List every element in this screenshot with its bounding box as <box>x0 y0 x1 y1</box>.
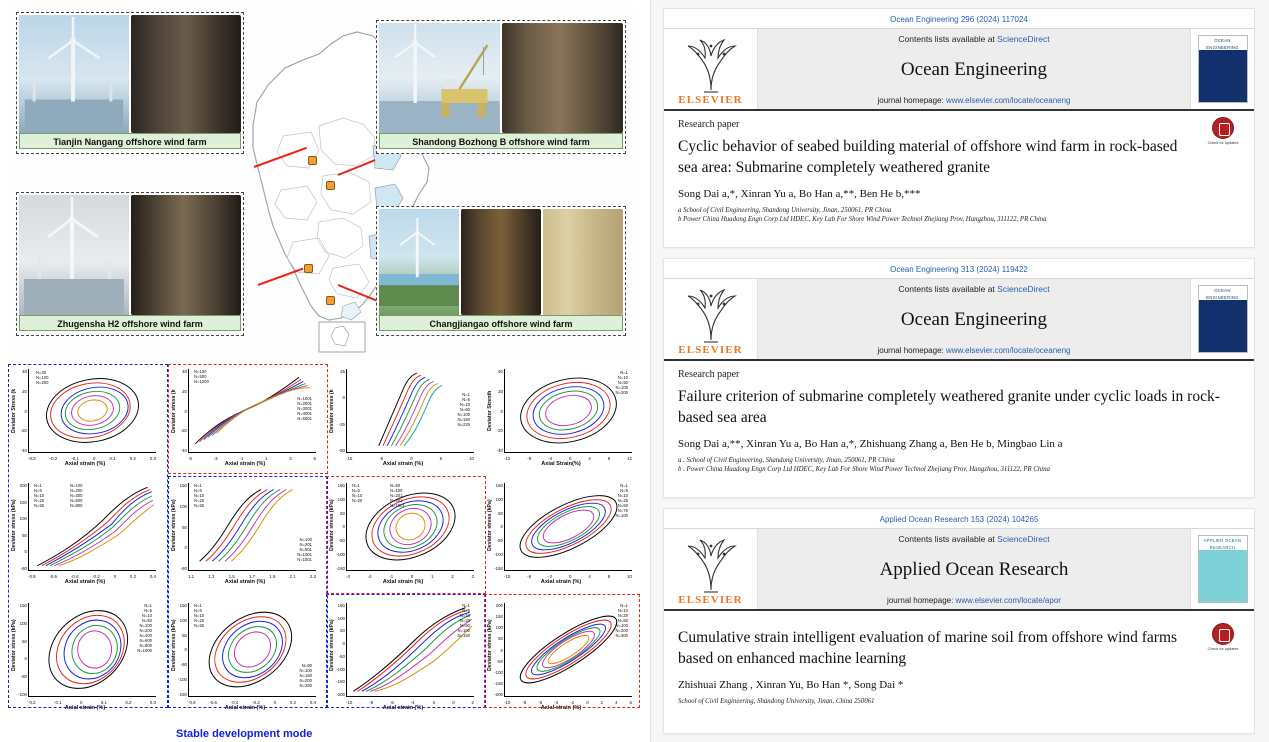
homepage-line <box>877 96 1070 105</box>
paper-title: Failure criterion of submarine completely weathered granite under cyclic loads in rock-based sea area <box>678 388 1220 426</box>
soil-sample-photo <box>461 209 541 315</box>
paper-affiliation: a . School of Civil Engineering, Shandong University, Jinan, 250061, PR China <box>678 457 895 464</box>
chart-xticks: -0.2 -0.1 0 0.1 0.2 0.3 <box>28 700 156 705</box>
contents-line <box>898 534 1049 544</box>
chart-legend: N=1 N=10 N=20 N=50 N=100 N=200 N=300 <box>615 603 628 638</box>
chart-yticks: 150 100 50 0 -50 -100 <box>18 603 27 697</box>
soil-sample-photo <box>131 15 241 133</box>
chart-yticks: 200 150 100 50 0 -50 <box>19 483 27 571</box>
chart-c12 <box>488 600 634 710</box>
chart-c4 <box>488 366 634 466</box>
chart-ylabel: Deviator Strenth <box>487 390 493 432</box>
turbine-photo <box>379 209 459 315</box>
chart-legend: N=100 N=500 N=1000 <box>194 369 209 384</box>
chart-legend: N=100 N=201 N=501 N=1001 N=1501 <box>297 537 312 562</box>
chart-plot-area <box>504 483 632 571</box>
elsevier-tree-icon <box>680 288 742 344</box>
article-type: Research paper <box>678 119 740 130</box>
journal-reference: Applied Ocean Research 153 (2024) 104265 <box>664 509 1254 529</box>
chart-xlabel: Axial Strain(%) <box>541 461 581 467</box>
chart-xlabel: Axial strain (%) <box>224 461 266 467</box>
journal-homepage-link[interactable]: www.elsevier.com/locate/oceaneng <box>945 346 1071 355</box>
chart-ylabel: Deviator Stress (k <box>11 388 17 434</box>
soil-sample-photo <box>502 23 623 133</box>
chart-yticks: 150 100 50 0 -50 <box>179 483 187 571</box>
cover-artwork <box>1199 50 1247 102</box>
turbine-photo <box>19 195 129 315</box>
right-papers-panel <box>650 0 1269 742</box>
sciencedirect-link[interactable]: ScienceDirect <box>997 534 1050 544</box>
paper-affiliation: a School of Civil Engineering, Shandong University, Jinan, 250061, PR China <box>678 207 892 214</box>
chart-yticks: 150 100 50 0 -50 -100 -150 <box>336 483 345 571</box>
chart-yticks: 150 100 50 0 -50 -100 -150 -200 <box>336 603 345 697</box>
journal-cover <box>1190 529 1254 609</box>
chart-ylabel: Deviator stress (kPa) <box>11 619 17 671</box>
chart-yticks: 25 0 -25 -50 <box>338 369 345 453</box>
journal-homepage-link[interactable]: www.elsevier.com/locate/apor <box>955 596 1061 605</box>
chart-plot-area <box>28 483 156 571</box>
homepage-line <box>877 346 1070 355</box>
chart-legend: N=1 N=5 N=10 N=20 N=50 N=100 N=150 <box>457 603 470 638</box>
paper-authors: Zhishuai Zhang , Xinran Yu, Bo Han *, Song Dai * <box>678 679 904 691</box>
journal-title: Ocean Engineering <box>900 309 1048 330</box>
paper-affiliation: b . Power China Huadong Engn Corp Ltd HDEC, Key Lab For Shore Wind Power Technol Zhejiang Prov, Hangzhou, 311122, PR China <box>678 466 1050 473</box>
chart-yticks: 150 100 50 0 -50 -100 -150 <box>178 603 187 697</box>
crossmark-icon <box>1212 623 1234 645</box>
chart-plot-area <box>346 483 474 571</box>
chart-yticks: 40 20 0 -20 -40 <box>20 369 27 453</box>
map-site-marker <box>304 264 313 273</box>
masthead-center <box>758 529 1190 609</box>
chart-yticks: 200 150 100 50 0 -50 -100 -150 -200 <box>494 603 503 697</box>
chart-xticks: -3 -2 -1 0 1 2 3 <box>346 574 474 579</box>
chart-legend: N=30 N=100 N=200 <box>36 370 49 385</box>
contents-prefix: Contents lists available at <box>898 284 998 294</box>
chart-xlabel: Axial strain (%) <box>64 579 106 585</box>
elsevier-logo <box>664 529 758 609</box>
article-type: Research paper <box>678 369 740 380</box>
elsevier-tree-icon <box>680 538 742 594</box>
journal-cover <box>1190 29 1254 109</box>
chart-legend: N=1 N=5 N=10 N=20 N=50 <box>194 603 205 628</box>
chart-c6 <box>172 480 318 584</box>
contents-line <box>898 284 1049 294</box>
journal-cover <box>1190 279 1254 359</box>
photo-caption: Changjiangao offshore wind farm <box>379 315 623 331</box>
chart-xlabel: Axial strain (%) <box>224 705 266 711</box>
chart-plot-area <box>504 369 632 453</box>
paper-authors: Song Dai a,**, Xinran Yu a, Bo Han a,*, Zhishuang Zhang a, Ben He b, Mingbao Lin a <box>678 438 1063 450</box>
chart-ylabel: Deviator stress (kPa) <box>171 499 177 551</box>
chart-xlabel: Axial strain (%) <box>540 579 582 585</box>
contents-line <box>898 34 1049 44</box>
cover-label: OCEAN ENGINEERING <box>1199 36 1247 50</box>
chart-c10 <box>172 600 318 710</box>
masthead-center <box>758 279 1190 359</box>
chart-xticks: -0.3 -0.2 -0.1 0 0.1 0.2 0.3 <box>28 456 156 461</box>
paper-card-2[interactable] <box>663 258 1255 498</box>
photo-caption: Tianjin Nangang offshore wind farm <box>19 133 241 149</box>
chart-ylabel: Deviator stress (kPa) <box>487 499 493 551</box>
elsevier-wordmark: ELSEVIER <box>678 94 743 106</box>
chart-yticks: 40 20 0 -20 -40 <box>180 369 187 453</box>
chart-c2 <box>172 366 318 466</box>
chart-legend: N=1001 N=2001 N=3001 N=4001 N=5001 <box>297 396 312 421</box>
elsevier-logo <box>664 29 758 109</box>
journal-reference: Ocean Engineering 296 (2024) 117024 <box>664 9 1254 29</box>
chart-xticks: -5 -3 -1 1 3 5 <box>188 456 316 461</box>
journal-masthead <box>664 279 1254 361</box>
homepage-prefix: journal homepage: <box>877 346 946 355</box>
elsevier-wordmark: ELSEVIER <box>678 594 743 606</box>
homepage-prefix: journal homepage: <box>887 596 956 605</box>
photo-card-zhugensha <box>16 192 244 336</box>
map-site-marker <box>308 156 317 165</box>
paper-affiliation: b Power China Huadong Engn Corp Ltd HDEC, Key Lab For Shore Wind Power Technol Zhejiang Prov, Hangzhou, 311122, PR China <box>678 216 1047 223</box>
paper-title: Cyclic behavior of seabed building material of offshore wind farm in rock-based sea area: Submarine completely weathered granite <box>678 138 1178 176</box>
chart-legend: N=1 N=5 N=10 N=50 N=100 N=200 N=400 N=600 N=800 N=1000 <box>137 603 152 653</box>
chart-xlabel: Axial strain (%) <box>64 705 106 711</box>
elsevier-wordmark: ELSEVIER <box>678 344 743 356</box>
offshore-platform-photo <box>379 23 500 133</box>
chart-legend: N=1 N=10 N=50 N=100 N=200 <box>615 370 628 395</box>
paper-body <box>664 361 1254 486</box>
wind-farm-map-section <box>8 6 638 361</box>
sciencedirect-link[interactable]: ScienceDirect <box>997 34 1050 44</box>
chart-plot-area <box>188 603 316 697</box>
chart-xticks: -10 -6 -2 0 4 8 10 <box>504 574 632 579</box>
chart-legend: N=50 N=100 N=201 N=501 N=1001 <box>390 483 405 508</box>
chart-xticks: -0.8 -0.6 -0.4 -0.2 0 0.2 0.4 <box>188 700 316 705</box>
chart-xlabel: Axial strain (%) <box>382 705 424 711</box>
photo-caption: Shandong Bozhong B offshore wind farm <box>379 133 623 149</box>
cover-image <box>1198 35 1248 103</box>
chart-ylabel: Deviator stress (kPa) <box>329 619 335 671</box>
chart-ylabel: Deviator stress (kPa) <box>487 619 493 671</box>
soil-sample-photo <box>131 195 241 315</box>
chart-xticks: 1.1 1.3 1.5 1.7 1.9 2.1 2.3 <box>188 574 316 579</box>
chart-ylabel: Deviator stress (kPa) <box>171 619 177 671</box>
charts-caption: Stable development mode <box>176 728 313 740</box>
chart-c5 <box>12 480 158 584</box>
homepage-line <box>887 596 1061 605</box>
chart-xticks: -0.8 -0.6 -0.4 -0.2 0 0.2 0.4 <box>28 574 156 579</box>
chart-yticks: 150 100 50 0 -50 -100 -150 <box>494 483 503 571</box>
chart-legend: N=1 N=5 N=10 N=20 N=50 <box>194 483 205 508</box>
paper-card-3[interactable] <box>663 508 1255 734</box>
chart-ylabel: Deviator stress (kPa) <box>11 499 17 551</box>
cover-label: OCEAN ENGINEERING <box>1199 286 1247 300</box>
chart-xlabel: Axial strain (%) <box>382 579 424 585</box>
photo-card-tianjin <box>16 12 244 154</box>
paper-card-1[interactable] <box>663 8 1255 248</box>
paper-authors: Song Dai a,*, Xinran Yu a, Bo Han a,**, Ben He b,*** <box>678 188 921 200</box>
chart-xlabel: Axial strain (%) <box>64 461 106 467</box>
journal-title: Applied Ocean Research <box>879 559 1069 580</box>
chart-xticks: -12 -8 -4 0 4 8 12 <box>504 456 632 461</box>
cover-image <box>1198 285 1248 353</box>
masthead-center <box>758 29 1190 109</box>
chart-xlabel: Axial strain (%) <box>540 705 582 711</box>
paper-body <box>664 111 1254 236</box>
chart-xticks: -10 -5 0 5 10 <box>346 456 474 461</box>
cover-label: APPLIED OCEAN RESEARCH <box>1199 536 1247 550</box>
turbine-photo <box>19 15 129 133</box>
chart-plot-area <box>346 603 474 697</box>
chart-c1 <box>12 366 158 466</box>
journal-homepage-link[interactable]: www.elsevier.com/locate/oceaneng <box>945 96 1071 105</box>
contents-prefix: Contents lists available at <box>898 34 998 44</box>
chart-c7 <box>330 480 476 584</box>
chart-ylabel: Deviator stress (k <box>329 389 335 433</box>
cyclic-test-chart-grid <box>6 362 640 740</box>
chart-legend: N=1 N=5 N=10 N=25 N=50 N=75 N=100 <box>615 483 628 518</box>
chart-legend: N=80 N=100 N=150 N=200 N=250 <box>299 663 312 688</box>
crossmark-label: Check for updates <box>1207 647 1239 651</box>
cover-artwork <box>1199 300 1247 352</box>
paper-title: Cumulative strain intelligent evaluation of marine soil from offshore wind farms based on enhanced machine learning <box>678 629 1178 667</box>
chart-legend: N=100 N=200 N=300 N=500 N=800 <box>70 483 83 508</box>
chart-legend: N=1 N=5 N=10 N=20 <box>352 483 363 503</box>
chart-c3 <box>330 366 476 466</box>
chart-xticks: -10 -8 -6 -4 -2 0 2 <box>346 700 474 705</box>
photo-card-shandong <box>376 20 626 154</box>
cover-image <box>1198 535 1248 603</box>
chart-legend: N=1 N=5 N=10 N=50 N=100 N=150 N=225 <box>457 392 470 427</box>
homepage-prefix: journal homepage: <box>877 96 946 105</box>
journal-masthead <box>664 529 1254 611</box>
contents-prefix: Contents lists available at <box>898 534 998 544</box>
crossmark-badge[interactable] <box>1206 117 1240 155</box>
chart-xticks: -10 -8 -6 -4 -2 0 2 4 6 <box>504 700 632 705</box>
chart-ylabel: Deviator stress (kPa) <box>329 499 335 551</box>
chart-c8 <box>488 480 634 584</box>
elsevier-logo <box>664 279 758 359</box>
chart-xlabel: Axial strain (%) <box>224 579 266 585</box>
crossmark-badge[interactable] <box>1206 623 1240 661</box>
journal-reference: Ocean Engineering 313 (2024) 119422 <box>664 259 1254 279</box>
map-site-marker <box>326 181 335 190</box>
elsevier-tree-icon <box>680 38 742 94</box>
paper-body <box>664 611 1254 718</box>
sciencedirect-link[interactable]: ScienceDirect <box>997 284 1050 294</box>
chart-xlabel: Axial strain (%) <box>382 461 424 467</box>
crossmark-icon <box>1212 117 1234 139</box>
photo-caption: Zhugensha H2 offshore wind farm <box>19 315 241 331</box>
chart-c9 <box>12 600 158 710</box>
journal-title: Ocean Engineering <box>900 59 1048 80</box>
chart-plot-area <box>504 603 632 697</box>
crossmark-label: Check for updates <box>1207 141 1239 145</box>
photo-card-changjiangao <box>376 206 626 336</box>
chart-yticks: 40 20 0 -20 -40 <box>496 369 503 453</box>
cover-artwork <box>1199 550 1247 602</box>
map-site-marker <box>326 296 335 305</box>
chart-plot-area <box>346 369 474 453</box>
chart-legend: N=1 N=5 N=10 N=20 N=50 <box>34 483 45 508</box>
journal-masthead <box>664 29 1254 111</box>
chart-ylabel: Deviator stress (k <box>171 389 177 433</box>
granite-sample-photo <box>543 209 623 315</box>
chart-c11 <box>330 600 476 710</box>
paper-affiliation: School of Civil Engineering, Shandong University, Jinan, China 250061 <box>678 698 875 705</box>
